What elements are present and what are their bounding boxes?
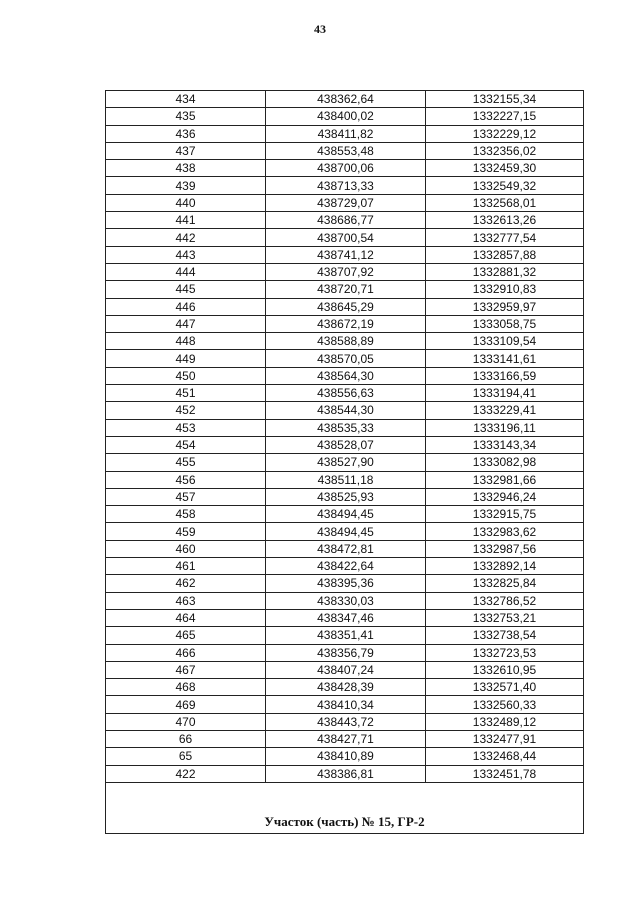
- point-number-cell: 445: [106, 281, 266, 298]
- point-number-cell: 449: [106, 350, 266, 367]
- coordinates-table-body: [106, 91, 584, 834]
- x-coordinate-cell: 438428,39: [266, 679, 426, 696]
- table-row: [106, 679, 584, 696]
- point-number-cell: 466: [106, 644, 266, 661]
- y-coordinate-cell: 1332777,54: [426, 229, 584, 246]
- point-number-cell: 454: [106, 436, 266, 453]
- point-number-cell: 443: [106, 246, 266, 263]
- x-coordinate-cell: 438672,19: [266, 315, 426, 332]
- x-coordinate-cell: 438410,89: [266, 748, 426, 765]
- table-row: [106, 108, 584, 125]
- table-row: [106, 367, 584, 384]
- x-coordinate-cell: 438564,30: [266, 367, 426, 384]
- table-row: [106, 177, 584, 194]
- section-title: Участок (часть) № 15, ГР-2: [106, 811, 584, 834]
- point-number-cell: 464: [106, 609, 266, 626]
- x-coordinate-cell: 438707,92: [266, 263, 426, 280]
- table-row: [106, 142, 584, 159]
- x-coordinate-cell: 438443,72: [266, 713, 426, 730]
- point-number-cell: 436: [106, 125, 266, 142]
- table-row: [106, 194, 584, 211]
- y-coordinate-cell: 1332560,33: [426, 696, 584, 713]
- y-coordinate-cell: 1332549,32: [426, 177, 584, 194]
- table-row: [106, 765, 584, 782]
- table-row: [106, 471, 584, 488]
- x-coordinate-cell: 438686,77: [266, 212, 426, 229]
- table-row: [106, 263, 584, 280]
- x-coordinate-cell: 438511,18: [266, 471, 426, 488]
- y-coordinate-cell: 1332468,44: [426, 748, 584, 765]
- table-row: [106, 91, 584, 108]
- table-row: [106, 523, 584, 540]
- x-coordinate-cell: 438400,02: [266, 108, 426, 125]
- point-number-cell: 444: [106, 263, 266, 280]
- x-coordinate-cell: 438556,63: [266, 385, 426, 402]
- x-coordinate-cell: 438700,54: [266, 229, 426, 246]
- point-number-cell: 462: [106, 575, 266, 592]
- point-number-cell: 66: [106, 730, 266, 747]
- point-number-cell: 451: [106, 385, 266, 402]
- point-number-cell: 434: [106, 91, 266, 108]
- x-coordinate-cell: 438528,07: [266, 436, 426, 453]
- y-coordinate-cell: 1332610,95: [426, 661, 584, 678]
- x-coordinate-cell: 438494,45: [266, 506, 426, 523]
- x-coordinate-cell: 438422,64: [266, 558, 426, 575]
- y-coordinate-cell: 1332227,15: [426, 108, 584, 125]
- y-coordinate-cell: 1333109,54: [426, 333, 584, 350]
- x-coordinate-cell: 438570,05: [266, 350, 426, 367]
- y-coordinate-cell: 1332356,02: [426, 142, 584, 159]
- x-coordinate-cell: 438713,33: [266, 177, 426, 194]
- y-coordinate-cell: 1332723,53: [426, 644, 584, 661]
- y-coordinate-cell: 1332613,26: [426, 212, 584, 229]
- x-coordinate-cell: 438645,29: [266, 298, 426, 315]
- point-number-cell: 446: [106, 298, 266, 315]
- section-heading-row: [106, 811, 584, 834]
- x-coordinate-cell: 438527,90: [266, 454, 426, 471]
- x-coordinate-cell: 438411,82: [266, 125, 426, 142]
- y-coordinate-cell: 1332753,21: [426, 609, 584, 626]
- table-row: [106, 558, 584, 575]
- table-row: [106, 644, 584, 661]
- table-row: [106, 212, 584, 229]
- point-number-cell: 447: [106, 315, 266, 332]
- table-row: [106, 246, 584, 263]
- y-coordinate-cell: 1333229,41: [426, 402, 584, 419]
- table-row: [106, 160, 584, 177]
- table-row: [106, 609, 584, 626]
- coordinates-table: [105, 90, 584, 834]
- point-number-cell: 457: [106, 488, 266, 505]
- point-number-cell: 439: [106, 177, 266, 194]
- y-coordinate-cell: 1332477,91: [426, 730, 584, 747]
- table-row: [106, 385, 584, 402]
- table-row: [106, 713, 584, 730]
- y-coordinate-cell: 1332892,14: [426, 558, 584, 575]
- table-row: [106, 696, 584, 713]
- y-coordinate-cell: 1332881,32: [426, 263, 584, 280]
- y-coordinate-cell: 1332910,83: [426, 281, 584, 298]
- table-row: [106, 125, 584, 142]
- x-coordinate-cell: 438525,93: [266, 488, 426, 505]
- table-row: [106, 454, 584, 471]
- spacer-cell: [106, 782, 584, 811]
- table-row: [106, 575, 584, 592]
- y-coordinate-cell: 1332983,62: [426, 523, 584, 540]
- y-coordinate-cell: 1333196,11: [426, 419, 584, 436]
- y-coordinate-cell: 1332946,24: [426, 488, 584, 505]
- point-number-cell: 452: [106, 402, 266, 419]
- point-number-cell: 463: [106, 592, 266, 609]
- y-coordinate-cell: 1332489,12: [426, 713, 584, 730]
- x-coordinate-cell: 438395,36: [266, 575, 426, 592]
- table-row: [106, 350, 584, 367]
- point-number-cell: 459: [106, 523, 266, 540]
- y-coordinate-cell: 1333058,75: [426, 315, 584, 332]
- point-number-cell: 441: [106, 212, 266, 229]
- y-coordinate-cell: 1332459,30: [426, 160, 584, 177]
- point-number-cell: 465: [106, 627, 266, 644]
- y-coordinate-cell: 1332786,52: [426, 592, 584, 609]
- table-row: [106, 540, 584, 557]
- y-coordinate-cell: 1332571,40: [426, 679, 584, 696]
- y-coordinate-cell: 1332825,84: [426, 575, 584, 592]
- point-number-cell: 437: [106, 142, 266, 159]
- table-row: [106, 592, 584, 609]
- table-row: [106, 436, 584, 453]
- table-row: [106, 748, 584, 765]
- y-coordinate-cell: 1333143,34: [426, 436, 584, 453]
- x-coordinate-cell: 438351,41: [266, 627, 426, 644]
- table-row: [106, 402, 584, 419]
- table-spacer-row: [106, 782, 584, 811]
- table-row: [106, 506, 584, 523]
- x-coordinate-cell: 438588,89: [266, 333, 426, 350]
- point-number-cell: 470: [106, 713, 266, 730]
- y-coordinate-cell: 1332451,78: [426, 765, 584, 782]
- point-number-cell: 442: [106, 229, 266, 246]
- point-number-cell: 456: [106, 471, 266, 488]
- x-coordinate-cell: 438386,81: [266, 765, 426, 782]
- point-number-cell: 65: [106, 748, 266, 765]
- y-coordinate-cell: 1332155,34: [426, 91, 584, 108]
- table-row: [106, 315, 584, 332]
- y-coordinate-cell: 1332915,75: [426, 506, 584, 523]
- point-number-cell: 438: [106, 160, 266, 177]
- x-coordinate-cell: 438407,24: [266, 661, 426, 678]
- point-number-cell: 467: [106, 661, 266, 678]
- point-number-cell: 469: [106, 696, 266, 713]
- table-row: [106, 281, 584, 298]
- point-number-cell: 450: [106, 367, 266, 384]
- x-coordinate-cell: 438494,45: [266, 523, 426, 540]
- point-number-cell: 468: [106, 679, 266, 696]
- x-coordinate-cell: 438410,34: [266, 696, 426, 713]
- table-row: [106, 661, 584, 678]
- x-coordinate-cell: 438472,81: [266, 540, 426, 557]
- point-number-cell: 448: [106, 333, 266, 350]
- x-coordinate-cell: 438553,48: [266, 142, 426, 159]
- y-coordinate-cell: 1333082,98: [426, 454, 584, 471]
- table-row: [106, 229, 584, 246]
- y-coordinate-cell: 1332959,97: [426, 298, 584, 315]
- x-coordinate-cell: 438535,33: [266, 419, 426, 436]
- page-number: 43: [314, 22, 326, 36]
- point-number-cell: 460: [106, 540, 266, 557]
- x-coordinate-cell: 438330,03: [266, 592, 426, 609]
- point-number-cell: 455: [106, 454, 266, 471]
- point-number-cell: 453: [106, 419, 266, 436]
- table-row: [106, 333, 584, 350]
- x-coordinate-cell: 438356,79: [266, 644, 426, 661]
- table-row: [106, 298, 584, 315]
- table-row: [106, 419, 584, 436]
- point-number-cell: 422: [106, 765, 266, 782]
- y-coordinate-cell: 1332568,01: [426, 194, 584, 211]
- y-coordinate-cell: 1332738,54: [426, 627, 584, 644]
- y-coordinate-cell: 1333194,41: [426, 385, 584, 402]
- point-number-cell: 440: [106, 194, 266, 211]
- x-coordinate-cell: 438741,12: [266, 246, 426, 263]
- x-coordinate-cell: 438427,71: [266, 730, 426, 747]
- point-number-cell: 435: [106, 108, 266, 125]
- x-coordinate-cell: 438720,71: [266, 281, 426, 298]
- point-number-cell: 461: [106, 558, 266, 575]
- y-coordinate-cell: 1332981,66: [426, 471, 584, 488]
- y-coordinate-cell: 1332987,56: [426, 540, 584, 557]
- point-number-cell: 458: [106, 506, 266, 523]
- x-coordinate-cell: 438700,06: [266, 160, 426, 177]
- y-coordinate-cell: 1333141,61: [426, 350, 584, 367]
- table-row: [106, 627, 584, 644]
- x-coordinate-cell: 438362,64: [266, 91, 426, 108]
- y-coordinate-cell: 1332229,12: [426, 125, 584, 142]
- x-coordinate-cell: 438544,30: [266, 402, 426, 419]
- x-coordinate-cell: 438347,46: [266, 609, 426, 626]
- table-row: [106, 730, 584, 747]
- x-coordinate-cell: 438729,07: [266, 194, 426, 211]
- y-coordinate-cell: 1333166,59: [426, 367, 584, 384]
- table-row: [106, 488, 584, 505]
- y-coordinate-cell: 1332857,88: [426, 246, 584, 263]
